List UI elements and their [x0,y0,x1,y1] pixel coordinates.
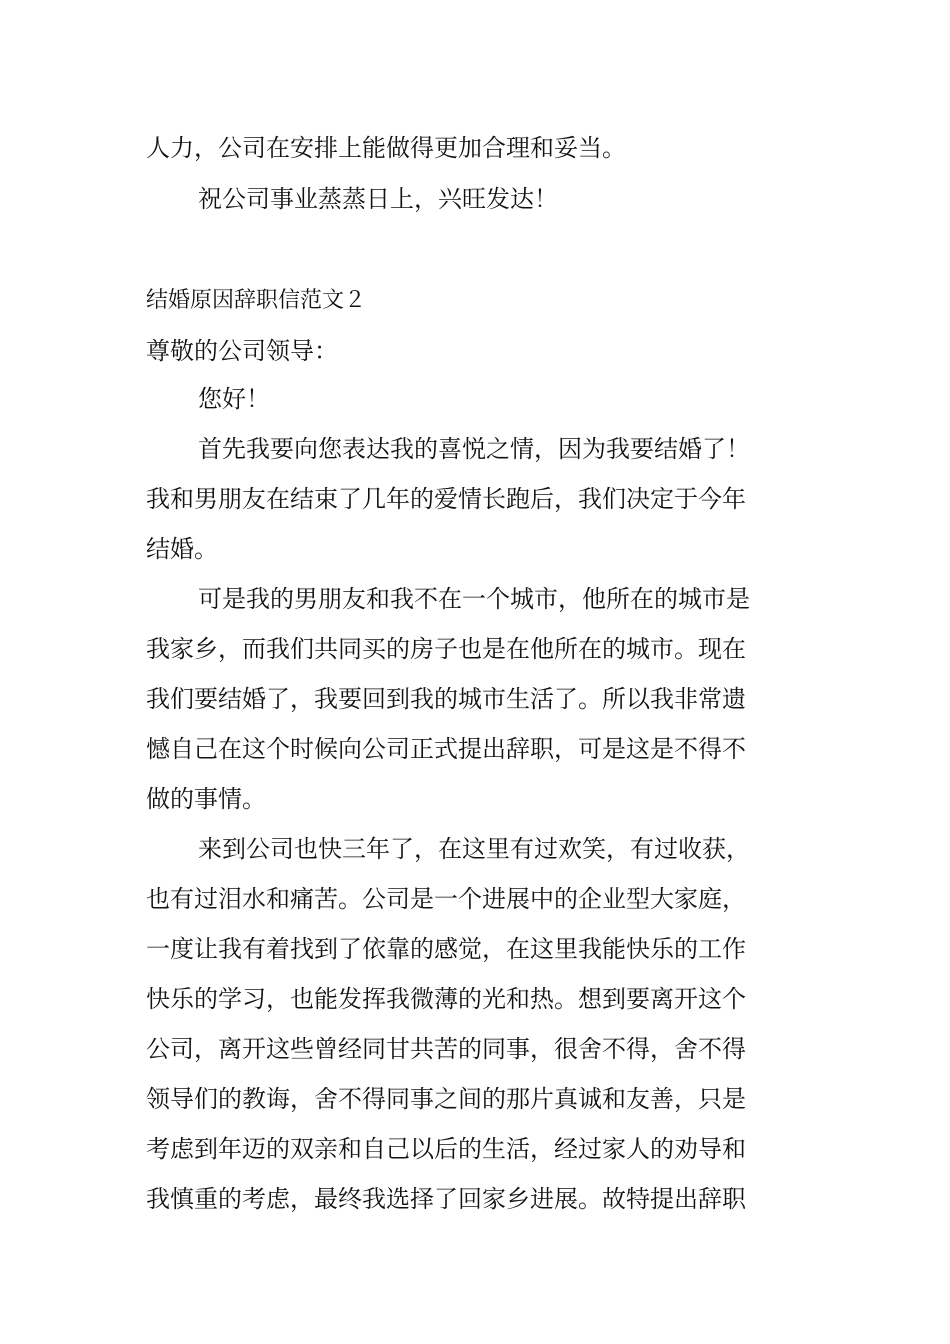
paragraph3-line-1: 来到公司也快三年了，在这里有过欢笑，有过收获， [198,835,750,863]
greeting: 您好！ [198,385,270,413]
paragraph1-line-1: 首先我要向您表达我的喜悦之情，因为我要结婚了！ [198,435,750,463]
paragraph3-line-8: 我慎重的考虑，最终我选择了回家乡进展。故特提出辞职 [146,1185,746,1213]
paragraph3-line-2: 也有过泪水和痛苦。公司是一个进展中的企业型大家庭， [146,885,746,913]
paragraph3-line-6: 领导们的教诲，舍不得同事之间的那片真诚和友善，只是 [146,1085,746,1113]
paragraph3-line-4: 快乐的学习，也能发挥我微薄的光和热。想到要离开这个 [146,985,746,1013]
paragraph2-line-2: 我家乡，而我们共同买的房子也是在他所在的城市。现在 [146,635,746,663]
salutation: 尊敬的公司领导： [146,337,338,365]
paragraph1-line-3: 结婚。 [146,535,218,563]
paragraph2-line-3: 我们要结婚了，我要回到我的城市生活了。所以我非常遗 [146,685,746,713]
paragraph3-line-5: 公司，离开这些曾经同甘共苦的同事，很舍不得，舍不得 [146,1035,746,1063]
paragraph1-line-2: 我和男朋友在结束了几年的爱情长跑后，我们决定于今年 [146,485,746,513]
paragraph2-line-1: 可是我的男朋友和我不在一个城市，他所在的城市是 [198,585,750,613]
closing-wish: 祝公司事业蒸蒸日上，兴旺发达！ [198,185,558,213]
continuation-line-1: 人力，公司在安排上能做得更加合理和妥当。 [146,134,626,162]
paragraph3-line-3: 一度让我有着找到了依靠的感觉，在这里我能快乐的工作 [146,935,746,963]
paragraph2-line-4: 憾自己在这个时候向公司正式提出辞职，可是这是不得不 [146,735,746,763]
paragraph2-line-5: 做的事情。 [146,785,266,813]
paragraph3-line-7: 考虑到年迈的双亲和自己以后的生活，经过家人的劝导和 [146,1135,746,1163]
section-title: 结婚原因辞职信范文２ [146,288,367,313]
